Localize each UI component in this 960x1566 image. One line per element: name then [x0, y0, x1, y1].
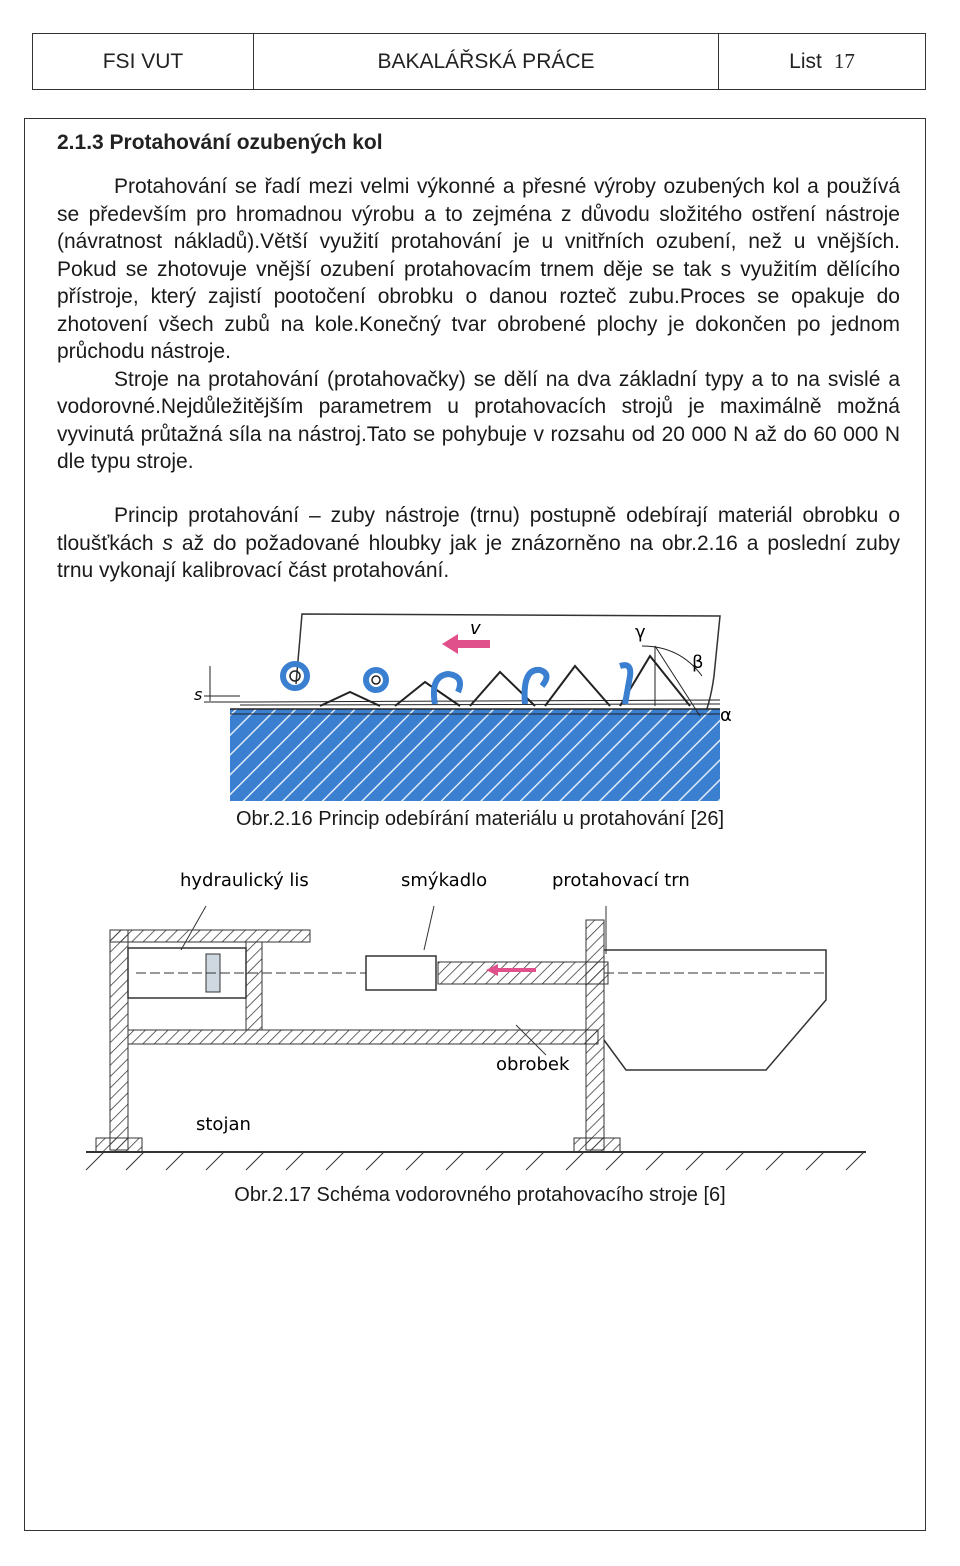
label-broach: protahovací trn	[552, 870, 690, 891]
figure1-caption: Obr.2.16 Princip odebírání materiálu u protahování [26]	[235, 808, 725, 830]
page-header	[32, 33, 926, 90]
chip-2	[366, 670, 386, 690]
header-list-label: List	[789, 49, 822, 73]
paragraph-3-part-a: Princip protahování – zuby nástroje (trnu) postupně odebírají materiál obrobku o tloušťkách	[57, 504, 900, 555]
machine-right-body	[604, 950, 826, 1070]
machine-frame-bottom	[128, 1030, 598, 1044]
machine-column	[586, 920, 604, 1150]
chip-5	[620, 665, 630, 704]
label-gamma: γ	[635, 622, 646, 643]
label-s: s	[194, 685, 203, 704]
label-alpha: α	[720, 705, 732, 726]
velocity-arrow	[442, 634, 490, 654]
section-body	[57, 173, 900, 476]
label-v: v	[470, 618, 481, 639]
paragraph-3	[57, 502, 900, 585]
chip-3	[434, 674, 460, 704]
label-stand: stojan	[196, 1114, 251, 1135]
paragraph-1: Protahování se řadí mezi velmi výkonné a přesné výroby ozubených kol a používá se především pro hromadnou výrobu a to zejména z důvodu složitého ostření nástroje (návratnost nákladů).Větší využití protahování je u vnitřních ozubení, než u vnějších. Pokud se zhotovuje vnější ozubení protahovacím trnem děje se tak s využitím dělícího přístroje, který zajistí pootočení obrobku o danou rozteč zubu.Proces se opakuje do zhotovení všech zubů na kole.Konečný tvar obrobené plochy je dokončen po jednom průchodu nástroje.	[57, 175, 900, 363]
section-title: 2.1.3 Protahování ozubených kol	[57, 131, 383, 154]
machine-frame-top	[110, 930, 310, 942]
machine-frame-left	[110, 930, 128, 1150]
broach-tool	[438, 962, 608, 984]
figure-broaching-principle	[180, 606, 760, 801]
header-page	[719, 34, 925, 89]
header-school: FSI VUT	[33, 34, 254, 89]
label-workpiece: obrobek	[496, 1054, 570, 1075]
header-page-number: 17	[833, 49, 855, 73]
label-hydraulic-press: hydraulický lis	[180, 870, 309, 891]
header-doc-type: BAKALÁŘSKÁ PRÁCE	[254, 34, 719, 89]
label-beta: β	[692, 652, 704, 673]
workpiece	[230, 709, 720, 801]
figure-horizontal-broaching-machine	[66, 860, 876, 1180]
tooth-1	[320, 692, 380, 706]
slide	[366, 956, 436, 990]
section-body-2	[57, 502, 900, 585]
figure2-caption: Obr.2.17 Schéma vodorovného protahovacího stroje [6]	[234, 1184, 726, 1206]
symbol-s: s	[162, 531, 174, 555]
label-slide: smýkadlo	[401, 870, 488, 891]
chip-1	[283, 664, 307, 688]
paragraph-3-part-b: až do požadované hloubky jak je znázorněno na obr.2.16 a poslední zuby trnu vykonají kalibrovací část protahování.	[57, 531, 900, 582]
tooth-2	[395, 682, 460, 706]
paragraph-2: Stroje na protahování (protahovačky) se dělí na dva základní typy a to na svislé a vodorovné.Nejdůležitějším parametrem u protahovacích strojů je maximálně možná vyvinutá průtažná síla na nástroj.Tato se pohybuje v rozsahu od 20 000 N až do 60 000 N dle typu stroje.	[57, 367, 900, 473]
